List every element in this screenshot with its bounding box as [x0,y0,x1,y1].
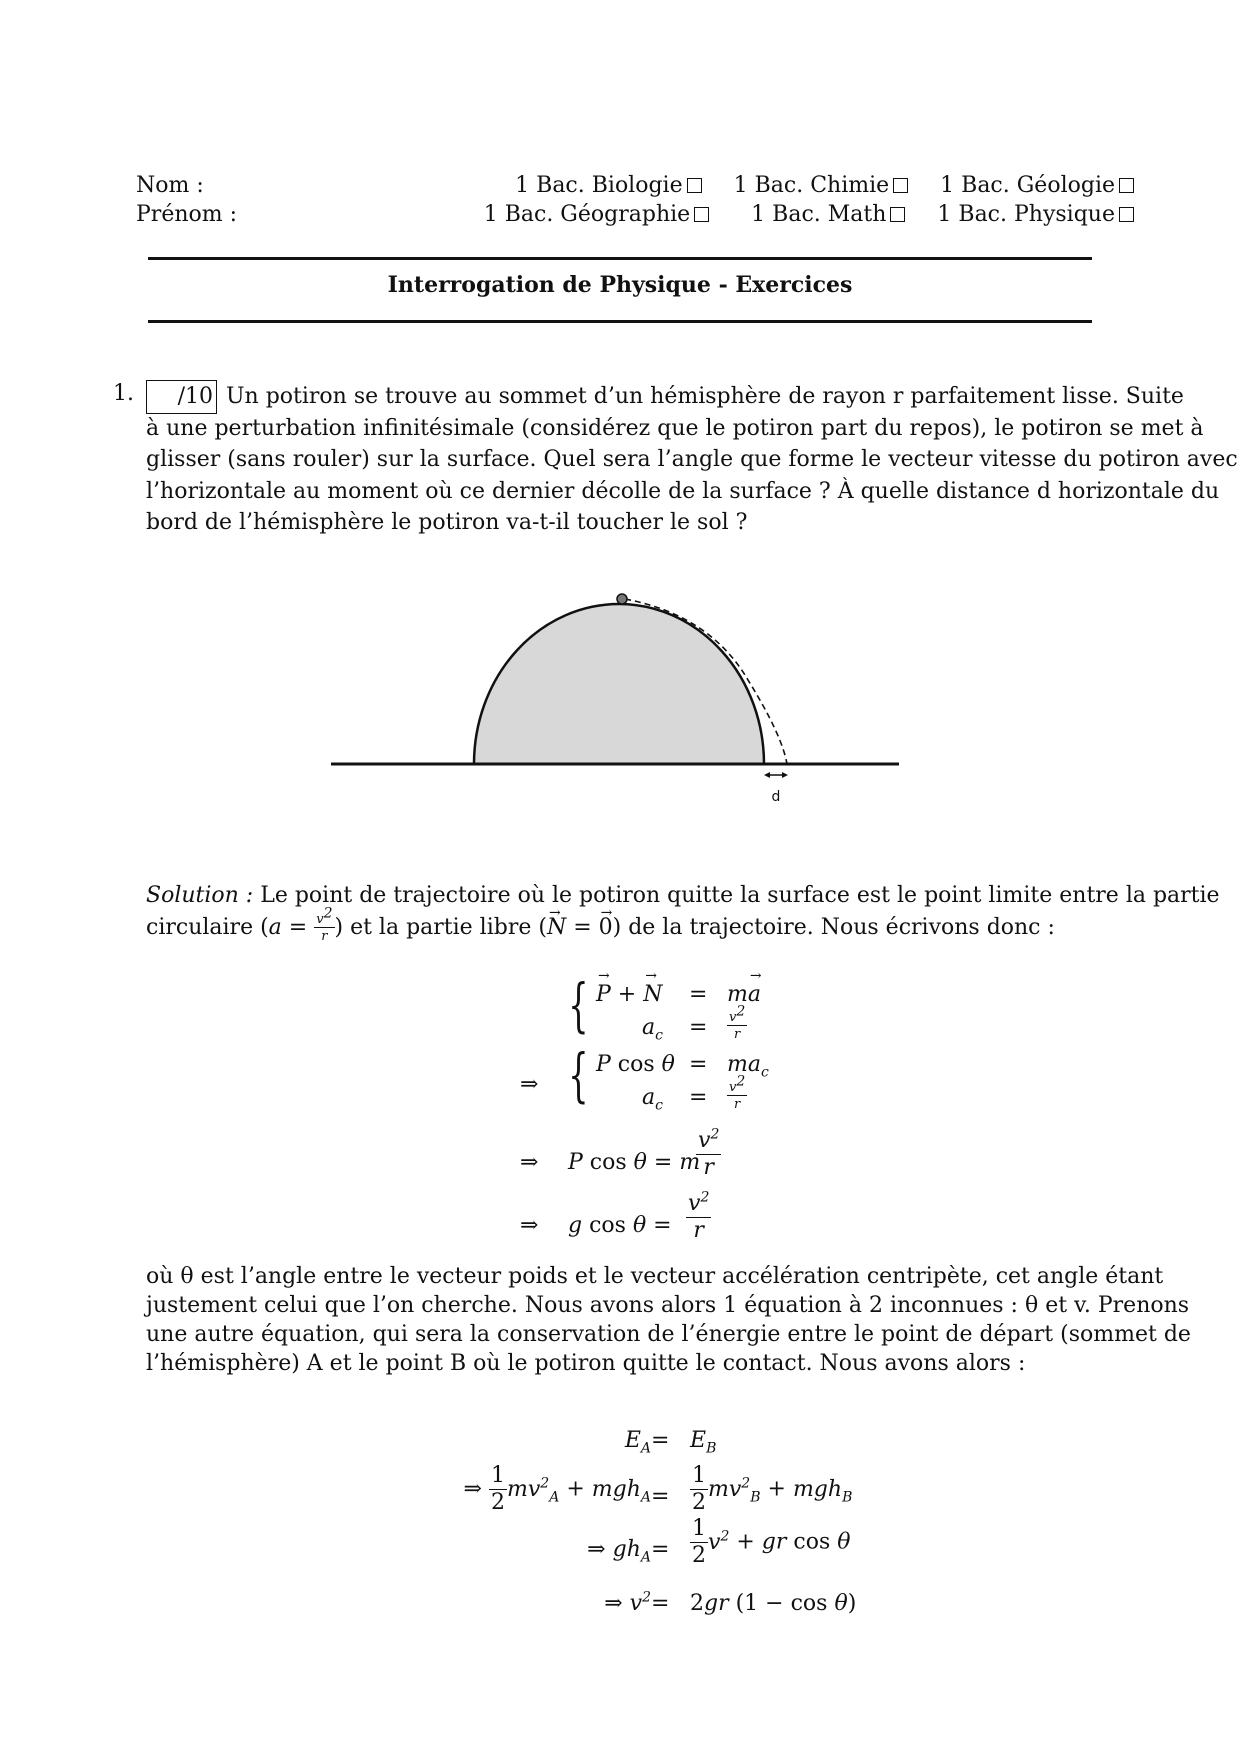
arrow-head-left [764,772,770,778]
statement-line: glisser (sans rouler) sur la surface. Quel sera l’angle que forme le vecteur vitesse du potiron avec [146,447,1238,472]
pumpkin-icon [617,594,627,604]
arrow-head-right [782,772,788,778]
solution-text: Le point de trajectoire où le potiron quitte la surface est le point limite entre la partie [260,883,1220,908]
page-title: Interrogation de Physique - Exercices [387,272,853,298]
statement-line: bord de l’hémisphère le potiron va-t-il toucher le sol ? [146,510,748,535]
para2-line: où θ est l’angle entre le vecteur poids et le vecteur accélération centripète, cet angle étant [146,1264,1164,1289]
score-box[interactable]: /10 [146,380,217,414]
energy-equations: $E_A$ = $E_B$ ⇒ $\frac{1}{2}$ $mv^2_A + mgh_A$ = $\frac{1}{2}$ $mv^2_B + mgh_B$ ⇒ $gh_A$ = $\frac{1}{2}$ $v^2$ + gr cos θ ⇒ $v^2$ = 2gr (1 − cos θ) [463,1428,857,1616]
nom-label: Nom : [136,173,204,198]
option-math-label: 1 Bac. Math [751,202,887,227]
solution-line [146,880,1220,912]
statement-line: à une perturbation infinitésimale (considérez que le potiron part du repos), le potiron se met à [146,415,1204,441]
solution-intro [146,880,1220,944]
prenom-label: Prénom : [136,202,238,227]
solution-paragraph-2 [146,1262,1191,1378]
hemisphere-figure [0,0,1240,830]
exercise-number: 1. [113,381,134,406]
option-geographie-label: 1 Bac. Géographie [483,202,691,227]
option-chimie-label: 1 Bac. Chimie [733,173,890,198]
solution-line: circulaire (a = $\frac{v^2}{r}$ ) et la partie libre (→ N = → 0) de la trajectoire. Nous écrivons donc : [146,912,1151,944]
para2-line: l’hémisphère) A et le point B où le potiron quitte le contact. Nous avons alors : [146,1351,1026,1376]
para2-line: une autre équation, qui sera la conservation de l’énergie entre le point de départ (sommet de [146,1322,1191,1347]
statement-line: l’horizontale au moment où ce dernier décolle de la surface ? À quelle distance d horizontale du [146,478,1220,504]
hemisphere-dome [474,604,764,764]
distance-label: d [771,789,781,805]
solution-label: Solution : [146,883,254,908]
option-geologie-label: 1 Bac. Géologie [940,173,1115,198]
option-physique-label: 1 Bac. Physique [937,202,1115,227]
statement-line: Un potiron se trouve au sommet d’un hémisphère de rayon r parfaitement lisse. Suite [226,384,1184,409]
option-biologie-label: 1 Bac. Biologie [515,173,683,198]
para2-line: justement celui que l’on cherche. Nous avons alors 1 équation à 2 inconnues : θ et v. Prenons [146,1293,1190,1318]
